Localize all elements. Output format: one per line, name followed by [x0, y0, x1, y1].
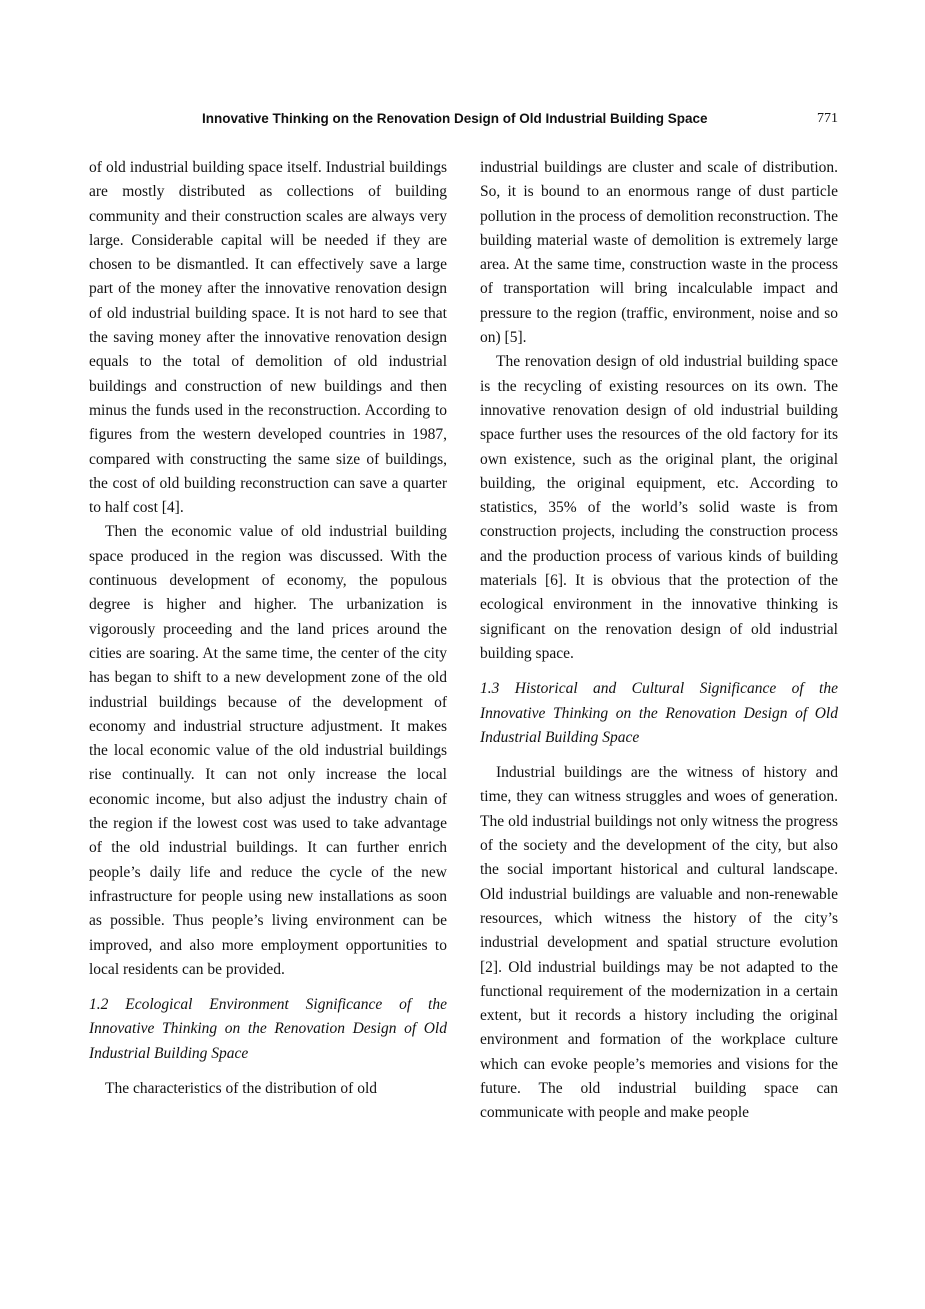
- paragraph: The renovation design of old industrial building space is the recycling of existing resources on its own. The innovative renovation design of old industrial building space further uses the resources of the old factory for its own existence, such as the original plant, the original building, the original equipment, etc. According to statistics, 35% of the world’s solid waste is from construction projects, including the construction process and the production process of various kinds of building materials [6]. It is obvious that the protection of the ecological environment in the innovative thinking is significant on the renovation design of old industrial building space.: [480, 353, 838, 662]
- section-heading: 1.2 Ecological Environment Significance of the Innovative Thinking on the Renovation Design of Old Industrial Building Space: [89, 996, 447, 1062]
- running-title: Innovative Thinking on the Renovation Design of Old Industrial Building Space: [202, 111, 708, 126]
- paragraph: industrial buildings are cluster and scale of distribution. So, it is bound to an enormous range of dust particle pollution in the process of demolition reconstruction. The building material waste of demolition is extremely large area. At the same time, construction waste in the process of transportation will bring incalculable impact and pressure to the region (traffic, environment, noise and so on) [5].: [480, 159, 838, 347]
- section-heading: 1.3 Historical and Cultural Significance of the Innovative Thinking on the Renovation Design of Old Industrial Building Space: [480, 680, 838, 746]
- right-column: [480, 156, 838, 1126]
- paragraph: Industrial buildings are the witness of history and time, they can witness struggles and woes of generation. The old industrial buildings not only witness the progress of the society and the development of the city, but also the social important historical and cultural landscape. Old industrial buildings are valuable and non-renewable resources, which witness the history of the city’s industrial development and spatial structure evolution [2]. Old industrial buildings may be not adapted to the functional requirement of the modernization in a certain extent, but it records a history including the original environment and formation of the workplace culture which can evoke people’s memories and visions for the future. The old industrial building space can communicate with people and make people: [480, 764, 838, 1122]
- paragraph: The characteristics of the distribution of old: [105, 1079, 378, 1097]
- left-column: [89, 156, 447, 1101]
- paragraph: of old industrial building space itself. Industrial buildings are mostly distributed as collections of building community and their construction scales are always very large. Considerable capital will be needed if they are chosen to be dismantled. It can effectively save a large part of the money after the innovative renovation design of old industrial building space. It is not hard to see that the saving money after the innovative renovation design equals to the total of demolition of old industrial buildings and construction of new buildings and then minus the funds used in the reconstruction. According to figures from the western developed countries in 1987, compared with constructing the same size of buildings, the cost of old building reconstruction can save a quarter to half cost [4].: [89, 159, 447, 517]
- paragraph: Then the economic value of old industrial building space produced in the region was discussed. With the continuous development of economy, the populous degree is higher and higher. The urbanization is vigorously proceeding and the land prices around the cities are soaring. At the same time, the center of the city has began to shift to a new development zone of the old industrial buildings because of the development of economy and industrial structure adjustment. It makes the local economic value of the old industrial buildings rise continually. It can not only increase the local economic income, but also adjust the industry chain of the region if the lowest cost was used to take advantage of the old industrial buildings. It can further enrich people’s daily life and reduce the cycle of the new infrastructure for people using new installations as soon as possible. Thus people’s living environment can be improved, and also more employment opportunities to local residents can be provided.: [89, 523, 447, 978]
- page-number: 771: [817, 111, 838, 126]
